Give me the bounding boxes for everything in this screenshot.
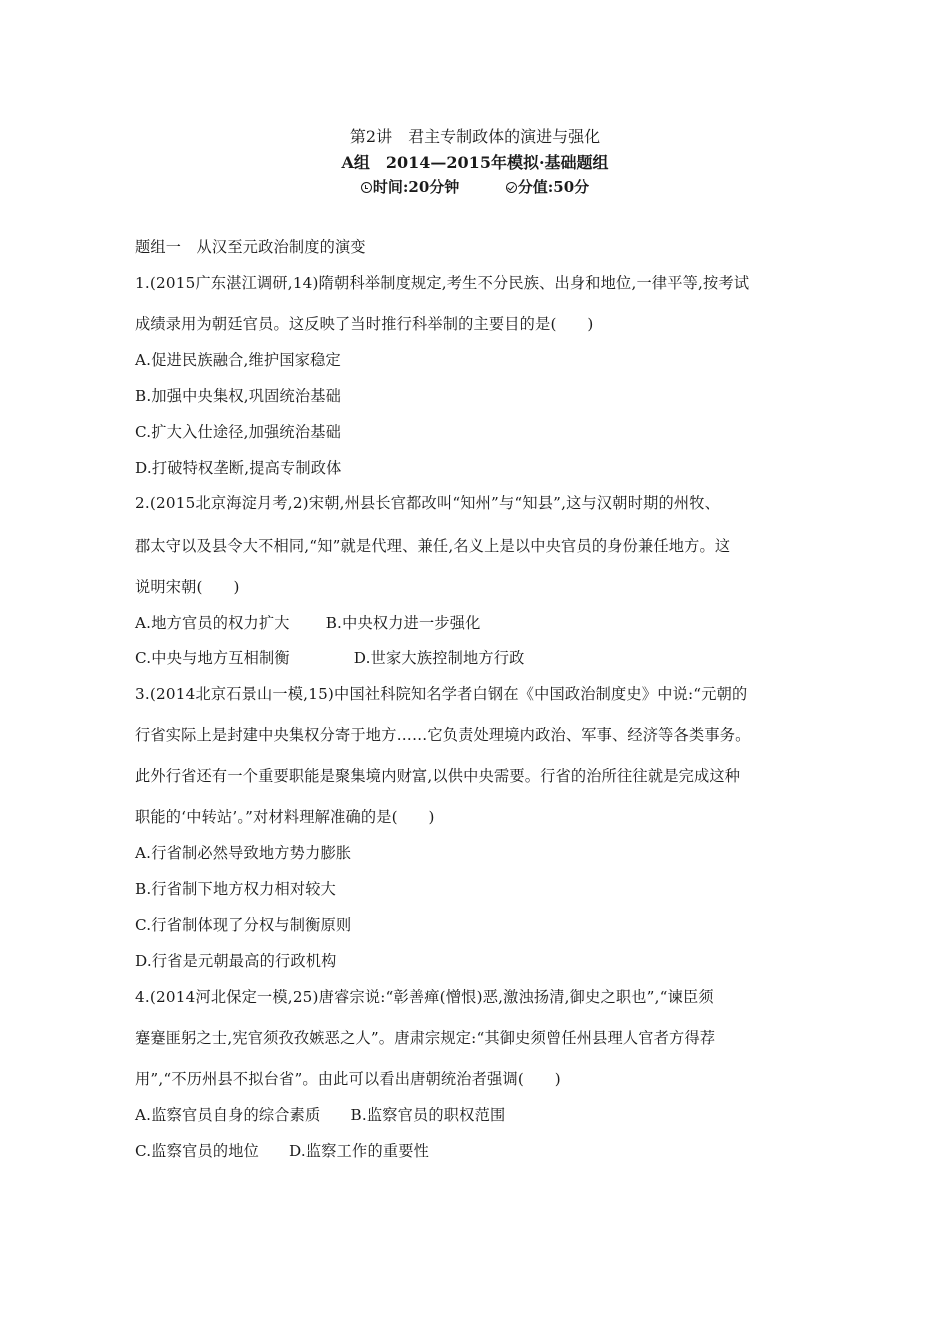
question-3-stem-line-4: 职能的‘中转站’。”对材料理解准确的是( ) xyxy=(135,808,435,826)
question-1-stem-line-1: 1.(2015广东湛江调研,14)隋朝科举制度规定,考生不分民族、出身和地位,一律平等,按考试 xyxy=(135,274,750,292)
question-4-option-b: B.监察官员的职权范围 xyxy=(350,1106,506,1124)
question-2-options-row-1 xyxy=(135,612,481,633)
question-2-stem-line-3: 说明宋朝( ) xyxy=(135,578,240,596)
question-3-stem-line-3: 此外行省还有一个重要职能是聚集境内财富,以供中央需要。行省的治所往往就是完成这种 xyxy=(135,767,741,785)
time-limit: 时间:20分钟 xyxy=(372,178,460,196)
question-2-option-d: D.世家大族控制地方行政 xyxy=(353,649,525,667)
question-4-option-d: D.监察工作的重要性 xyxy=(289,1142,429,1160)
question-4-option-a: A.监察官员自身的综合素质 xyxy=(135,1106,321,1124)
question-3-option-b: B.行省制下地方权力相对较大 xyxy=(135,880,337,898)
question-1-option-c: C.扩大入仕途径,加强统治基础 xyxy=(135,423,341,441)
question-3-stem-line-2: 行省实际上是封建中央集权分寄于地方……它负责处理境内政治、军事、经济等各类事务。 xyxy=(135,726,751,744)
question-2-option-c: C.中央与地方互相制衡 xyxy=(135,649,290,667)
question-3-stem-line-1: 3.(2014北京石景山一模,15)中国社科院知名学者白钢在《中国政治制度史》中说:“元朝的 xyxy=(135,685,748,703)
question-3-option-d: D.行省是元朝最高的行政机构 xyxy=(135,952,337,970)
question-2-option-a: A.地方官员的权力扩大 xyxy=(135,614,290,632)
question-1-stem-line-2: 成绩录用为朝廷官员。这反映了当时推行科举制的主要目的是( ) xyxy=(135,315,594,333)
clock-icon xyxy=(361,182,372,193)
question-2-option-b: B.中央权力进一步强化 xyxy=(325,614,481,632)
question-2-stem-line-1: 2.(2015北京海淀月考,2)宋朝,州县长官都改叫“知州”与“知县”,这与汉朝时期的州牧、 xyxy=(135,494,721,512)
question-1-option-b: B.加强中央集权,巩固统治基础 xyxy=(135,387,342,405)
question-4-options-row-2 xyxy=(135,1140,429,1161)
question-1-option-d: D.打破特权垄断,提高专制政体 xyxy=(135,459,342,477)
question-3-option-a: A.行省制必然导致地方势力膨胀 xyxy=(135,844,352,862)
lesson-title: 第2讲 君主专制政体的演进与强化 xyxy=(349,127,601,146)
total-score: 分值:50分 xyxy=(517,178,590,196)
question-2-options-row-2 xyxy=(135,647,525,668)
question-4-stem-line-2: 蹇蹇匪躬之士,宪官须孜孜嫉恶之人”。唐肃宗规定:“其御史须曾任州县理人官者方得荐 xyxy=(135,1029,716,1047)
section-heading: 题组一 从汉至元政治制度的演变 xyxy=(135,238,366,256)
check-icon xyxy=(506,182,517,193)
question-2-stem-line-2: 郡太守以及县令大不相同,“知”就是代理、兼任,名义上是以中央官员的身份兼任地方。这 xyxy=(135,537,731,555)
question-3-option-c: C.行省制体现了分权与制衡原则 xyxy=(135,916,352,934)
question-4-stem-line-1: 4.(2014河北保定一模,25)唐睿宗说:“彰善瘅(憎恨)恶,激浊扬清,御史之职也”,“谏臣须 xyxy=(135,988,714,1006)
group-title: A组 2014—2015年模拟·基础题组 xyxy=(341,153,609,172)
question-4-options-row-1 xyxy=(135,1104,505,1125)
question-1-option-a: A.促进民族融合,维护国家稳定 xyxy=(135,351,341,369)
exam-meta xyxy=(0,176,950,197)
question-4-stem-line-3: 用”,“不历州县不拟台省”。由此可以看出唐朝统治者强调( ) xyxy=(135,1070,561,1088)
question-4-option-c: C.监察官员的地位 xyxy=(135,1142,260,1160)
